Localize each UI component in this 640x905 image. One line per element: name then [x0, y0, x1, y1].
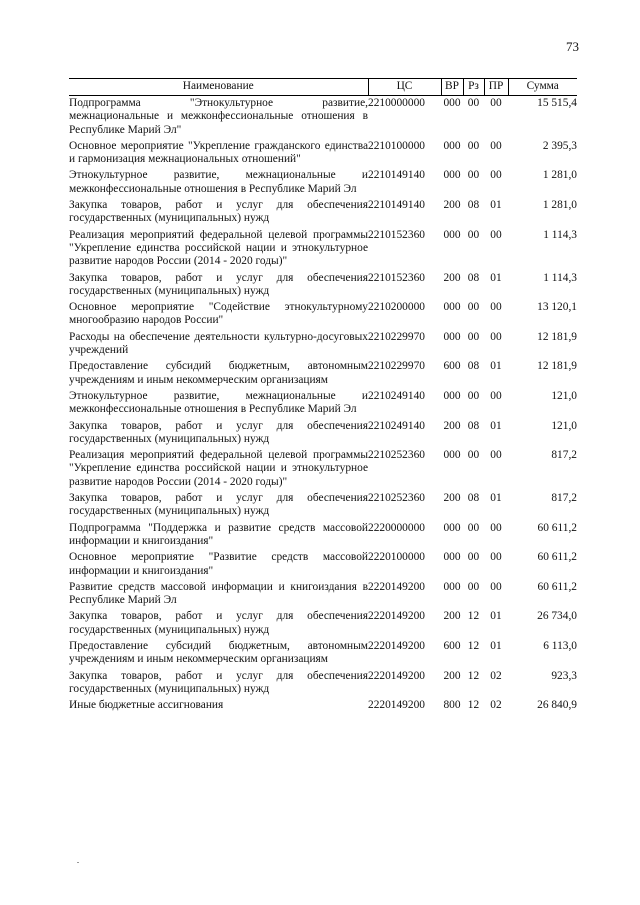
table-row [69, 198, 577, 228]
cell-vr: 000 [443, 139, 461, 152]
table-row [69, 669, 577, 699]
cell-sum: 12 181,9 [537, 360, 577, 373]
cell-vr: 800 [443, 699, 461, 712]
cell-vr: 000 [443, 97, 461, 109]
cell-vr: 000 [443, 551, 461, 564]
cell-vr: 000 [443, 449, 461, 462]
table-row [69, 228, 577, 271]
cell-name: Закупка товаров, работ и услуг для обеспечения государственных (муниципальных) нужд [69, 492, 368, 518]
table-body [69, 96, 577, 715]
cell-rz: 00 [467, 389, 480, 402]
header-pr: ПР [484, 79, 508, 96]
cell-name: Реализация мероприятий федеральной целевой программы "Укрепление единства российской нации и этнокультурное развитие народов России (2014 - 2020 годы)" [69, 449, 368, 488]
table-row [69, 168, 577, 198]
table-row [69, 96, 577, 139]
cell-sum: 1 281,0 [542, 169, 577, 182]
cell-cs: 2210252360 [368, 449, 425, 462]
cell-cs: 2210252360 [368, 492, 425, 505]
cell-cs: 2210152360 [368, 228, 425, 241]
cell-pr: 01 [490, 419, 502, 432]
table-row [69, 491, 577, 521]
cell-vr: 600 [443, 639, 461, 652]
cell-vr: 200 [443, 669, 461, 682]
cell-cs: 2220100000 [368, 551, 425, 564]
cell-sum: 15 515,4 [537, 97, 577, 109]
cell-name: Иные бюджетные ассигнования [69, 699, 224, 712]
cell-pr: 02 [490, 699, 502, 712]
cell-sum: 817,2 [551, 492, 577, 505]
cell-pr: 01 [490, 271, 502, 284]
cell-name: Подпрограмма "Этнокультурное развитие, межнациональные и межконфессиональные отношения в Республике Марий Эл" [69, 97, 368, 136]
cell-pr: 00 [490, 97, 502, 109]
cell-cs: 2210149140 [368, 169, 425, 182]
cell-vr: 600 [443, 360, 461, 373]
cell-rz: 00 [467, 97, 480, 109]
table-row [69, 698, 577, 714]
cell-pr: 01 [490, 610, 502, 623]
cell-rz: 12 [467, 699, 480, 712]
cell-name: Закупка товаров, работ и услуг для обеспечения государственных (муниципальных) нужд [69, 669, 368, 695]
cell-name: Закупка товаров, работ и услуг для обеспечения государственных (муниципальных) нужд [69, 271, 368, 297]
header-vr: ВР [441, 79, 463, 96]
cell-rz: 12 [467, 669, 480, 682]
cell-cs: 2210149140 [368, 199, 425, 212]
cell-cs: 2220149200 [368, 669, 425, 682]
cell-vr: 200 [443, 271, 461, 284]
page-number: 73 [566, 39, 579, 54]
cell-pr: 00 [490, 169, 502, 182]
cell-sum: 923,3 [551, 669, 577, 682]
cell-name: Закупка товаров, работ и услуг для обеспечения государственных (муниципальных) нужд [69, 610, 368, 636]
cell-rz: 00 [467, 449, 480, 462]
cell-pr: 02 [490, 669, 502, 682]
cell-rz: 12 [467, 639, 480, 652]
cell-name: Основное мероприятие "Развитие средств массовой информации и книгоиздания" [69, 551, 368, 577]
cell-pr: 01 [490, 360, 502, 373]
cell-vr: 000 [443, 169, 461, 182]
cell-sum: 1 114,3 [543, 271, 577, 284]
header-cs: ЦС [368, 79, 441, 96]
table-row [69, 271, 577, 301]
scan-speck [77, 862, 79, 863]
cell-sum: 817,2 [551, 449, 577, 462]
cell-pr: 00 [490, 449, 502, 462]
header-rz: Рз [463, 79, 484, 96]
cell-vr: 200 [443, 610, 461, 623]
budget-table [69, 78, 577, 714]
table-row [69, 609, 577, 639]
cell-cs: 2220149200 [368, 610, 425, 623]
cell-name: Развитие средств массовой информации и книгоиздания в Республике Марий Эл [69, 580, 368, 607]
cell-sum: 121,0 [551, 419, 577, 432]
table-row [69, 580, 577, 610]
cell-pr: 00 [490, 301, 502, 314]
cell-sum: 2 395,3 [542, 139, 577, 152]
cell-vr: 000 [443, 228, 461, 241]
cell-cs: 2210229970 [368, 330, 425, 343]
cell-sum: 60 611,2 [537, 580, 577, 593]
cell-rz: 00 [467, 228, 480, 241]
cell-cs: 2210100000 [368, 139, 425, 152]
cell-pr: 01 [490, 639, 502, 652]
cell-rz: 00 [467, 580, 480, 593]
cell-rz: 08 [467, 492, 480, 505]
cell-name: Расходы на обеспечение деятельности культурно-досуговых учреждений [69, 330, 368, 357]
cell-pr: 01 [490, 492, 502, 505]
cell-cs: 2220000000 [368, 521, 425, 534]
cell-sum: 121,0 [551, 389, 577, 402]
cell-vr: 200 [443, 492, 461, 505]
cell-name: Основное мероприятие "Укрепление гражданского единства и гармонизация межнациональных отношений" [69, 139, 368, 166]
cell-sum: 13 120,1 [537, 301, 577, 314]
cell-vr: 000 [443, 580, 461, 593]
cell-vr: 000 [443, 389, 461, 402]
cell-name: Закупка товаров, работ и услуг для обеспечения государственных (муниципальных) нужд [69, 199, 368, 225]
cell-cs: 2210200000 [368, 301, 425, 314]
cell-rz: 00 [467, 169, 480, 182]
cell-pr: 00 [490, 228, 502, 241]
table-header-row [69, 79, 577, 96]
cell-cs: 2220149200 [368, 699, 425, 712]
cell-vr: 000 [443, 521, 461, 534]
table-row [69, 300, 577, 330]
table-row [69, 639, 577, 669]
cell-vr: 200 [443, 199, 461, 212]
cell-name: Закупка товаров, работ и услуг для обеспечения государственных (муниципальных) нужд [69, 419, 368, 445]
cell-vr: 000 [443, 301, 461, 314]
table-row [69, 521, 577, 551]
cell-cs: 2220149200 [368, 639, 425, 652]
cell-cs: 2210152360 [368, 271, 425, 284]
cell-name: Подпрограмма "Поддержка и развитие средств массовой информации и книгоиздания" [69, 521, 368, 547]
cell-vr: 200 [443, 419, 461, 432]
cell-rz: 12 [467, 610, 480, 623]
cell-cs: 2210249140 [368, 389, 425, 402]
cell-name: Предоставление субсидий бюджетным, автономным учреждениям и иным некоммерческим организациям [69, 639, 368, 666]
table-row [69, 419, 577, 449]
table-row [69, 359, 577, 389]
header-name: Наименование [69, 79, 368, 96]
cell-pr: 00 [490, 389, 502, 402]
cell-cs: 2210229970 [368, 360, 425, 373]
cell-name: Этнокультурное развитие, межнациональные и межконфессиональные отношения в Республике Марий Эл [69, 169, 368, 195]
cell-sum: 60 611,2 [537, 551, 577, 564]
cell-pr: 00 [490, 521, 502, 534]
table-row [69, 448, 577, 491]
cell-rz: 00 [467, 330, 480, 343]
table-row [69, 139, 577, 169]
cell-name: Этнокультурное развитие, межнациональные и межконфессиональные отношения в Республике Марий Эл [69, 389, 368, 416]
cell-rz: 08 [467, 199, 480, 212]
cell-sum: 26 734,0 [537, 610, 577, 623]
cell-pr: 00 [490, 330, 502, 343]
cell-sum: 12 181,9 [537, 330, 577, 343]
cell-sum: 26 840,9 [537, 699, 577, 712]
cell-cs: 2210000000 [368, 97, 425, 109]
cell-rz: 00 [467, 139, 480, 152]
cell-sum: 1 281,0 [542, 199, 577, 212]
cell-rz: 08 [467, 419, 480, 432]
cell-vr: 000 [443, 330, 461, 343]
cell-cs: 2210249140 [368, 419, 425, 432]
table-row [69, 330, 577, 360]
cell-pr: 01 [490, 199, 502, 212]
cell-sum: 6 113,0 [543, 639, 577, 652]
cell-name: Основное мероприятие "Содействие этнокультурному многообразию народов России" [69, 301, 368, 327]
cell-rz: 00 [467, 301, 480, 314]
cell-pr: 00 [490, 580, 502, 593]
cell-rz: 00 [467, 521, 480, 534]
cell-pr: 00 [490, 139, 502, 152]
cell-name: Реализация мероприятий федеральной целевой программы "Укрепление единства российской нации и этнокультурное развитие народов России (2014 - 2020 годы)" [69, 228, 368, 268]
table-row [69, 550, 577, 580]
cell-name: Предоставление субсидий бюджетным, автономным учреждениям и иным некоммерческим организациям [69, 360, 368, 386]
cell-sum: 60 611,2 [537, 521, 577, 534]
cell-rz: 08 [467, 271, 480, 284]
cell-sum: 1 114,3 [543, 228, 577, 241]
cell-rz: 00 [467, 551, 480, 564]
cell-pr: 00 [490, 551, 502, 564]
table-row [69, 389, 577, 419]
header-sum: Сумма [508, 79, 577, 96]
cell-rz: 08 [467, 360, 480, 373]
cell-cs: 2220149200 [368, 580, 425, 593]
